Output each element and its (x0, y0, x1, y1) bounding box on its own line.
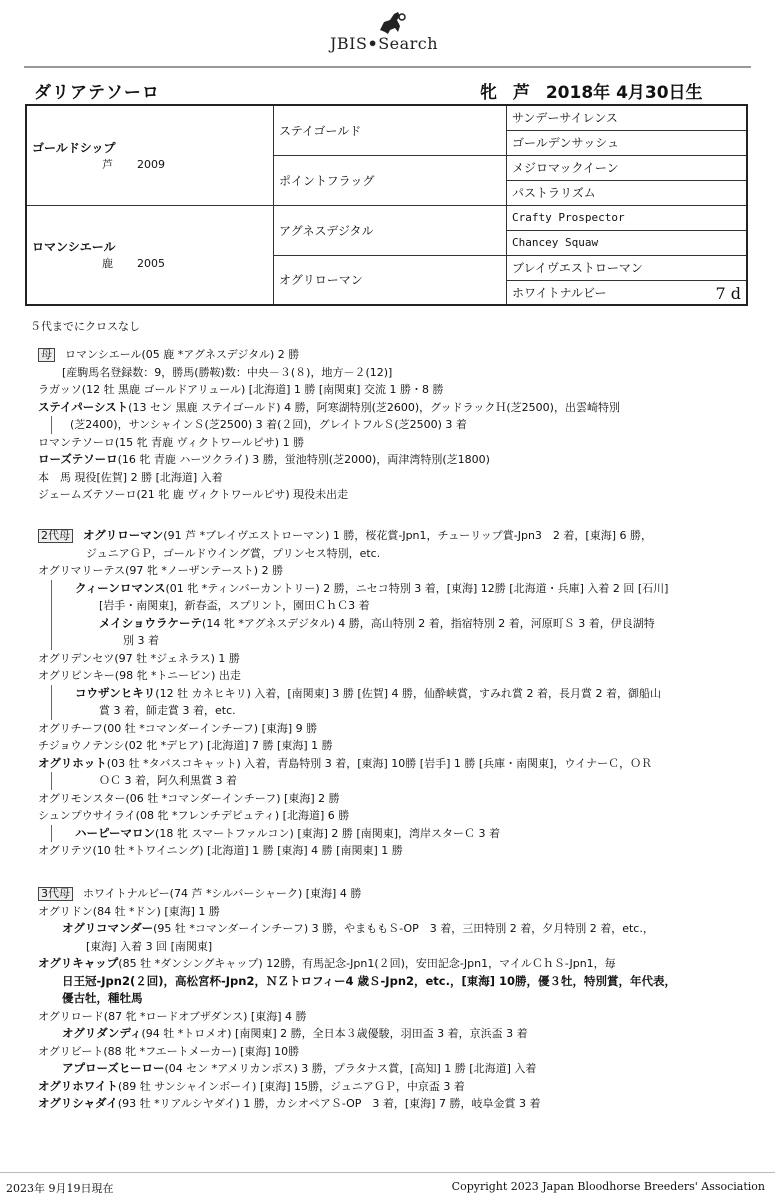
progeny-name[interactable]: オグリコマンダー (62, 921, 154, 935)
dsd[interactable]: Chancey Squaw (507, 230, 748, 255)
second-dam-name[interactable]: オグリローマン (83, 528, 164, 542)
horse-sex: 牝 (480, 83, 497, 103)
progeny-line: オグリテツ(10 牡 *トワイニング) [北海道] 1 勝 [東海] 4 勝 [南関東] 1 勝 (38, 844, 403, 857)
logo-jbis: JBIS (330, 34, 368, 53)
progeny-record: (89 牡 サンシャインボーイ) [東海] 15勝，ジュニアＧＰ，中京盃 3 着 (117, 1079, 465, 1093)
section-tag-3dam: 3代母 (38, 887, 73, 901)
horse-birth: 2018年 4月30日生 (545, 83, 703, 103)
sss[interactable]: サンデーサイレンス (507, 105, 748, 130)
progeny-record: (14 牝 *アグネスデジタル) 4 勝，高山特別 2 着，指宿特別 2 着，河原町Ｓ 3 着，伊良湖特 (202, 616, 655, 630)
progeny-record-cont: [東海] 入着 3 回 [南関東] (86, 939, 213, 953)
sire-cell (26, 105, 274, 205)
logo-text: JBIS•Search (330, 34, 439, 53)
progeny-line: ラガッソ(12 牡 黒鹿 ゴールドアリュール) [北海道] 1 勝 [南関東] 交流 1 勝・8 勝 (38, 383, 444, 396)
dam-cell (26, 205, 274, 305)
progeny-record: (12 牡 カネヒキリ) 入着，[南関東] 3 勝 [佐賀] 4 勝，仙酔峡賞，すみれ賞 2 着，長月賞 2 着，御船山 (155, 686, 661, 700)
progeny-record: (13 セン 黒鹿 ステイゴールド) 4 勝，阿寒湖特別(芝2600)，グッドラックＨ(芝2500)，出雲崎特別 (128, 400, 620, 414)
progeny-line: オグリロード(87 牝 *ロードオブザダンス) [東海] 4 勝 (38, 1009, 307, 1023)
progeny-record: (85 牡 *ダンシングキャップ) 12勝，有馬記念-Jpn1(２回)，安田記念-Jpn1，マイルＣｈＳ-Jpn1，毎 (118, 957, 616, 970)
progeny-name[interactable]: オグリキャップ (38, 956, 119, 970)
third-dam-section (24, 885, 744, 1113)
sire-year: 2009 (137, 157, 165, 171)
section-tag-dam: 母 (38, 348, 55, 362)
progeny-line: オグリモンスター(06 牡 *コマンダーインチーフ) [東海] 2 勝 (38, 791, 340, 805)
progeny-name[interactable]: ハーピーマロン (75, 825, 156, 840)
sdd[interactable]: パストラリズム (507, 180, 748, 205)
self-record: 本 馬 現役[佐賀] 2 勝 [北海道] 入着 (38, 470, 223, 484)
logo-search: Search (378, 34, 439, 53)
ddd-cell (507, 280, 748, 305)
dds[interactable]: ブレイヴエストローマン (507, 255, 748, 280)
ssd[interactable]: ゴールデンサッシュ (507, 130, 748, 155)
as-of-date: 2023年 9月19日現在 (6, 1182, 114, 1195)
horse-rider-icon (376, 8, 406, 36)
progeny-line: チジョウノテンシ(02 牝 *デヒア) [北海道] 7 勝 [東海] 1 勝 (38, 739, 333, 752)
sds[interactable]: メジロマックイーン (507, 155, 748, 180)
horse-color: 芦 (512, 83, 530, 103)
progeny-line: オグリデンセツ(97 牡 *ジェネラス) 1 勝 (38, 651, 240, 665)
progeny-record: (94 牡 *トロメオ) [南関東] 2 勝，全日本３歳優駿，羽田盃 3 着，京浜盃 3 着 (141, 1027, 528, 1040)
dam-progeny-stats: [産駒馬名登録数：9，勝馬(勝鞍)数：中央－３(８)，地方－２(12)] (62, 365, 393, 379)
progeny-name[interactable]: アプローズヒーロー (62, 1061, 165, 1075)
progeny-record: (93 牡 *リアルシヤダイ) 1 勝，カシオペアＳ-OP 3 着，[東海] 7 勝，岐阜金賞 3 着 (117, 1097, 541, 1110)
copyright: Copyright 2023 Japan Bloodhorse Breeders' Association (451, 1180, 765, 1193)
ddd[interactable]: ホワイトナルビー (512, 285, 607, 300)
progeny-record: (01 牝 *ティンバーカントリー) 2 勝，ニセコ特別 3 着，[東海] 12勝 [北海道・兵庫] 入着 2 回 [石川] (165, 581, 669, 595)
footer-divider (0, 1172, 775, 1173)
progeny-name[interactable]: ステイパーシスト (38, 399, 129, 414)
progeny-line: シュンプウサイライ(08 牝 *フレンチデピュティ) [北海道] 6 勝 (38, 809, 350, 822)
progeny-name[interactable]: ローズテソーロ (38, 452, 118, 466)
progeny-record-cont: [岩手・南関東]，新春盃，スプリント，園田ＣｈＣ3 着 (99, 599, 370, 612)
progeny-name[interactable]: オグリダンディ (62, 1026, 142, 1040)
family-number: 7 d (715, 284, 741, 303)
dam-name[interactable]: ロマンシエール (32, 240, 116, 255)
section-tag-2dam: 2代母 (38, 529, 73, 543)
sire-dam[interactable]: ポイントフラッグ (274, 155, 507, 205)
progeny-line: オグリマリーテス(97 牝 *ノーザンテースト) 2 勝 (38, 564, 284, 577)
progeny-line: ロマンテソーロ(15 牝 青鹿 ヴィクトワールピサ) 1 勝 (38, 435, 305, 449)
progeny-name[interactable]: オグリホット (38, 755, 107, 770)
header-divider (24, 66, 751, 68)
progeny-record: (18 牝 スマートファルコン) [東海] 2 勝 [南関東]，湾岸スターＣ 3 着 (155, 826, 500, 840)
second-dam-record-cont: ジュニアＧＰ，ゴールドウイング賞，プリンセス特別，etc. (86, 546, 381, 560)
second-dam-section (24, 527, 744, 860)
third-dam-line: ホワイトナルビー(74 芦 *シルバーシャーク) [東海] 4 勝 (83, 887, 362, 900)
progeny-line: オグリビート(88 牝 *フエートメーカー) [東海] 10勝 (38, 1044, 300, 1058)
pedigree-table (25, 104, 748, 306)
dam-sire[interactable]: アグネスデジタル (274, 205, 507, 255)
jbis-logo[interactable] (330, 8, 460, 54)
dam-line: ロマンシエール(05 鹿 *アグネスデジタル) 2 勝 (65, 348, 300, 361)
progeny-line: オグリドン(84 牡 *ドン) [東海] 1 勝 (38, 904, 220, 918)
sire-color: 芦 (102, 157, 113, 171)
progeny-record-cont: 優古牡，種牡馬 (62, 991, 143, 1005)
progeny-line: ジェームズテソーロ(21 牝 鹿 ヴィクトワールピサ) 現役未出走 (38, 488, 349, 501)
progeny-record-cont: 別 3 着 (123, 634, 159, 647)
dss[interactable]: Crafty Prospector (507, 205, 748, 230)
progeny-name[interactable]: クィーンロマンス (75, 580, 166, 595)
progeny-record-cont: ＯＣ 3 着，阿久利黒賞 3 着 (99, 774, 237, 787)
sire-sire[interactable]: ステイゴールド (274, 105, 507, 155)
progeny-record: (16 牝 青鹿 ハーツクライ) 3 勝，蛍池特別(芝2000)，両津湾特別(芝1800) (117, 453, 490, 466)
progeny-record-cont: 日王冠-Jpn2(２回)，高松宮杯-Jpn2，ＮＺトロフィー4 歳Ｓ-Jpn2，etc.，[東海] 10勝，優３牡，特別賞，年代表， (62, 973, 677, 988)
progeny-name[interactable]: メイショウラケーテ (99, 615, 203, 630)
progeny-line: オグリチーフ(00 牡 *コマンダーインチーフ) [東海] 9 勝 (38, 721, 318, 735)
progeny-record: (03 牡 *タバスコキャット) 入着，青島特別 3 着，[東海] 10勝 [岩手] 1 勝 [兵庫・南関東]，ウイナーＣ，ＯＲ (106, 756, 653, 770)
progeny-name[interactable]: コウザンヒキリ (75, 685, 156, 700)
progeny-name[interactable]: オグリホワイト (38, 1078, 118, 1093)
progeny-record-cont: 賞 3 着，師走賞 3 着，etc. (99, 704, 236, 717)
horse-meta (480, 78, 713, 103)
dam-dam[interactable]: オグリローマン (274, 255, 507, 305)
progeny-record-cont: (芝2400)，サンシャインＳ(芝2500) 3 着(２回)，グレイトフルＳ(芝2500) 3 着 (70, 418, 467, 431)
horse-name: ダリアテソーロ (34, 83, 160, 103)
dam-year: 2005 (137, 257, 165, 271)
dam-color: 鹿 (102, 257, 113, 271)
progeny-record: (95 牡 *コマンダーインチーフ) 3 勝，やまももＳ-OP 3 着，三田特別 2 着，夕月特別 2 着，etc.， (153, 922, 654, 935)
progeny-name[interactable]: オグリシャダイ (38, 1096, 118, 1110)
progeny-line: オグリピンキー(98 牝 *トニービン) 出走 (38, 669, 241, 682)
second-dam-record: (91 芦 *ブレイヴエストローマン) 1 勝，桜花賞-Jpn1，チューリップ賞-Jpn3 2 着，[東海] 6 勝， (163, 529, 652, 542)
progeny-record: (04 セン *アメリカンポス) 3 勝，プラタナス賞，[高知] 1 勝 [北海道] 入着 (164, 1062, 537, 1075)
dam-section (24, 346, 744, 504)
sire-name[interactable]: ゴールドシップ (32, 140, 116, 155)
inbreeding-note: ５代までにクロスなし (30, 320, 140, 333)
